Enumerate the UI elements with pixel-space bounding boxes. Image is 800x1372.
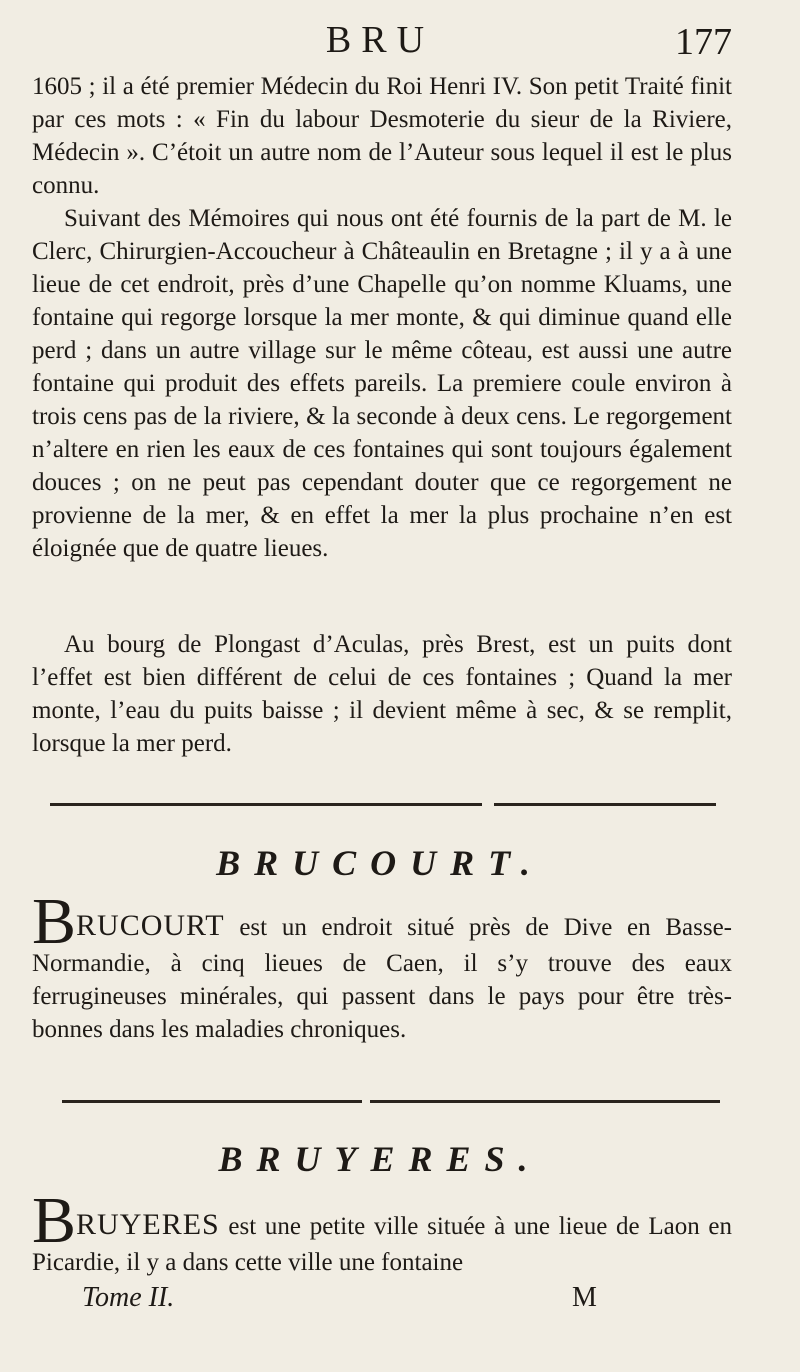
article-text-brucourt: est un endroit situé près de Dive en Basse-Normandie, à cinq lieues de Caen, il s’y trouve des eaux ferrugineuses minérales, qui passent dans le pays pour être très-bonnes dans les maladies chroniques.: [32, 914, 732, 1043]
article-text-bruyeres: est une petite ville située à une lieue de Laon en Picardie, il y a dans cette ville une fontaine: [32, 1213, 732, 1276]
headword-bruyeres: RUYERES: [76, 1208, 220, 1241]
page-footer: [0, 1282, 800, 1318]
signature-mark: M: [572, 1282, 597, 1313]
divider-rule-left: [50, 803, 482, 806]
section-heading-bruyeres: BRUYERES.: [218, 1139, 542, 1179]
article-brucourt: [32, 885, 732, 1046]
section-heading-brucourt: BRUCOURT.: [216, 843, 544, 883]
paragraph-continuation: 1605 ; il a été premier Médecin du Roi Henri IV. Son petit Traité finit par ces mots : « Fin du labour Desmoterie du sieur de la Riviere, Médecin ». C’étoit un autre nom de l’Auteur sous lequel il est le plus connu.: [32, 73, 732, 199]
article-bruyeres: [32, 1184, 732, 1279]
dropcap-bruyeres: B: [32, 1184, 77, 1257]
divider-rule-right: [494, 803, 716, 806]
running-head: [0, 18, 800, 64]
headword-brucourt: RUCOURT: [76, 909, 225, 942]
divider-rule-left: [62, 1100, 362, 1103]
paragraph-chateaulin: Suivant des Mémoires qui nous ont été fournis de la part de M. le Clerc, Chirurgien-Accoucheur à Châteaulin en Bretagne ; il y a à une lieue de cet endroit, près d’une Chapelle qu’on nomme Kluams, une fontaine qui regorge lorsque la mer monte, & qui diminue quand elle perd ; dans un autre village sur le même côteau, est aussi une autre fontaine qui produit des effets pareils. La premiere coule environ à trois cens pas de la riviere, & la seconde à deux cens. Le regorgement n’altere en rien les eaux de ces fontaines qui sont toujours également douces ; on ne peut pas cependant douter que ce regorgement ne provienne de la mer, & en effet la mer la plus prochaine n’en est éloignée que de quatre lieues.: [32, 205, 732, 562]
volume-label: Tome II.: [82, 1282, 175, 1313]
running-title: BRU: [325, 19, 435, 61]
section-divider: [50, 1100, 720, 1106]
dropcap-brucourt: B: [32, 885, 77, 958]
divider-rule-right: [370, 1100, 720, 1103]
paragraph-plongast: Au bourg de Plongast d’Aculas, près Brest, est un puits dont l’effet est bien différent de celui de ces fontaines ; Quand la mer monte, l’eau du puits baisse ; il devient même à sec, & se remplit, lorsque la mer perd.: [32, 631, 732, 757]
section-divider: [50, 803, 720, 809]
page-number: 177: [675, 21, 732, 63]
